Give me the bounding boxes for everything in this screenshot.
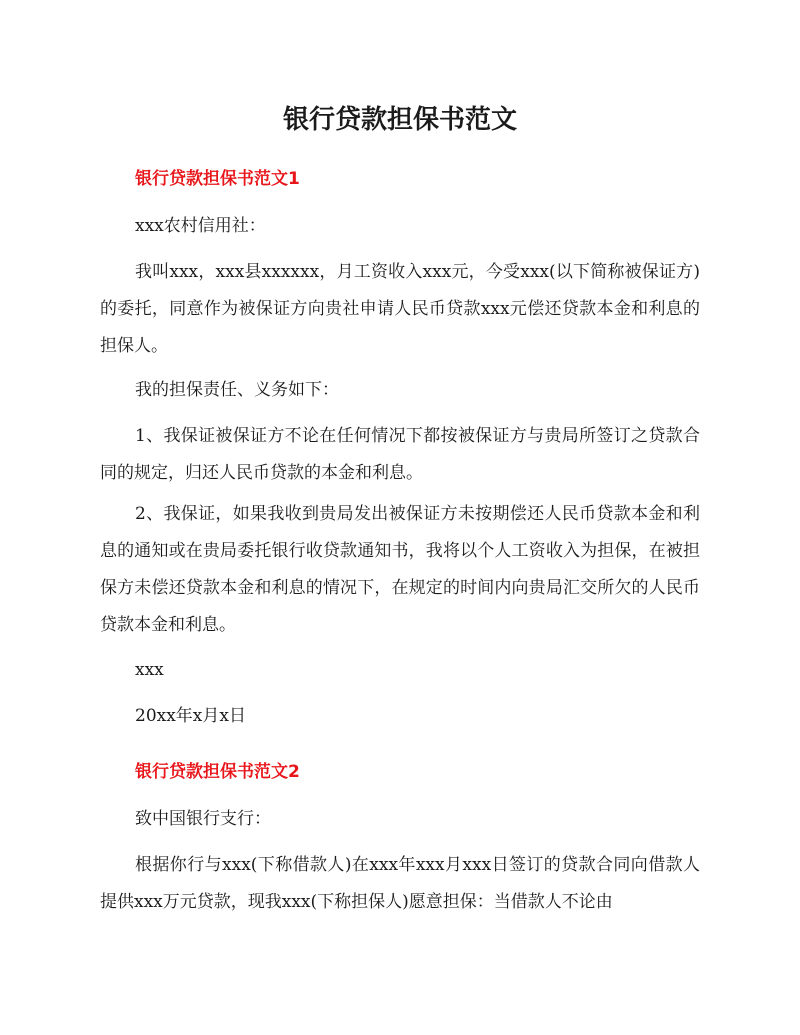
section-1-paragraph-1: 我叫xxx，xxx县xxxxxx，月工资收入xxx元，今受xxx(以下简称被保证方)的委托，同意作为被保证方向贵社申请人民币贷款xxx元偿还贷款本金和利息的担保人。	[100, 262, 700, 356]
section-1-paragraph-2: 我的担保责任、义务如下：	[135, 380, 339, 400]
section-1-heading: 银行贷款担保书范文1	[135, 169, 300, 189]
section-2-paragraph-1: 根据你行与xxx(下称借款人)在xxx年xxx月xxx日签订的贷款合同向借款人提供xxx万元贷款，现我xxx(下称担保人)愿意担保：当借款人不论由	[100, 855, 700, 912]
section-1-paragraph-3: 1、我保证被保证方不论在任何情况下都按被保证方与贵局所签订之贷款合同的规定，归还人民币贷款的本金和利息。	[100, 426, 700, 483]
section-1-signature: xxx	[135, 660, 164, 680]
section-1-paragraph-4: 2、我保证，如果我收到贵局发出被保证方未按期偿还人民币贷款本金和利息的通知或在贵局委托银行收贷款通知书，我将以个人工资收入为担保，在被担保方未偿还贷款本金和利息的情况下，在规定的时间内向贵局汇交所欠的人民币贷款本金和利息。	[100, 504, 700, 635]
section-2-heading: 银行贷款担保书范文2	[135, 762, 300, 782]
section-1-date: 20xx年x月x日	[135, 706, 246, 726]
document-title: 银行贷款担保书范文	[282, 105, 517, 135]
section-1-salutation: xxx农村信用社：	[135, 216, 266, 236]
section-2-salutation: 致中国银行支行：	[135, 809, 271, 829]
